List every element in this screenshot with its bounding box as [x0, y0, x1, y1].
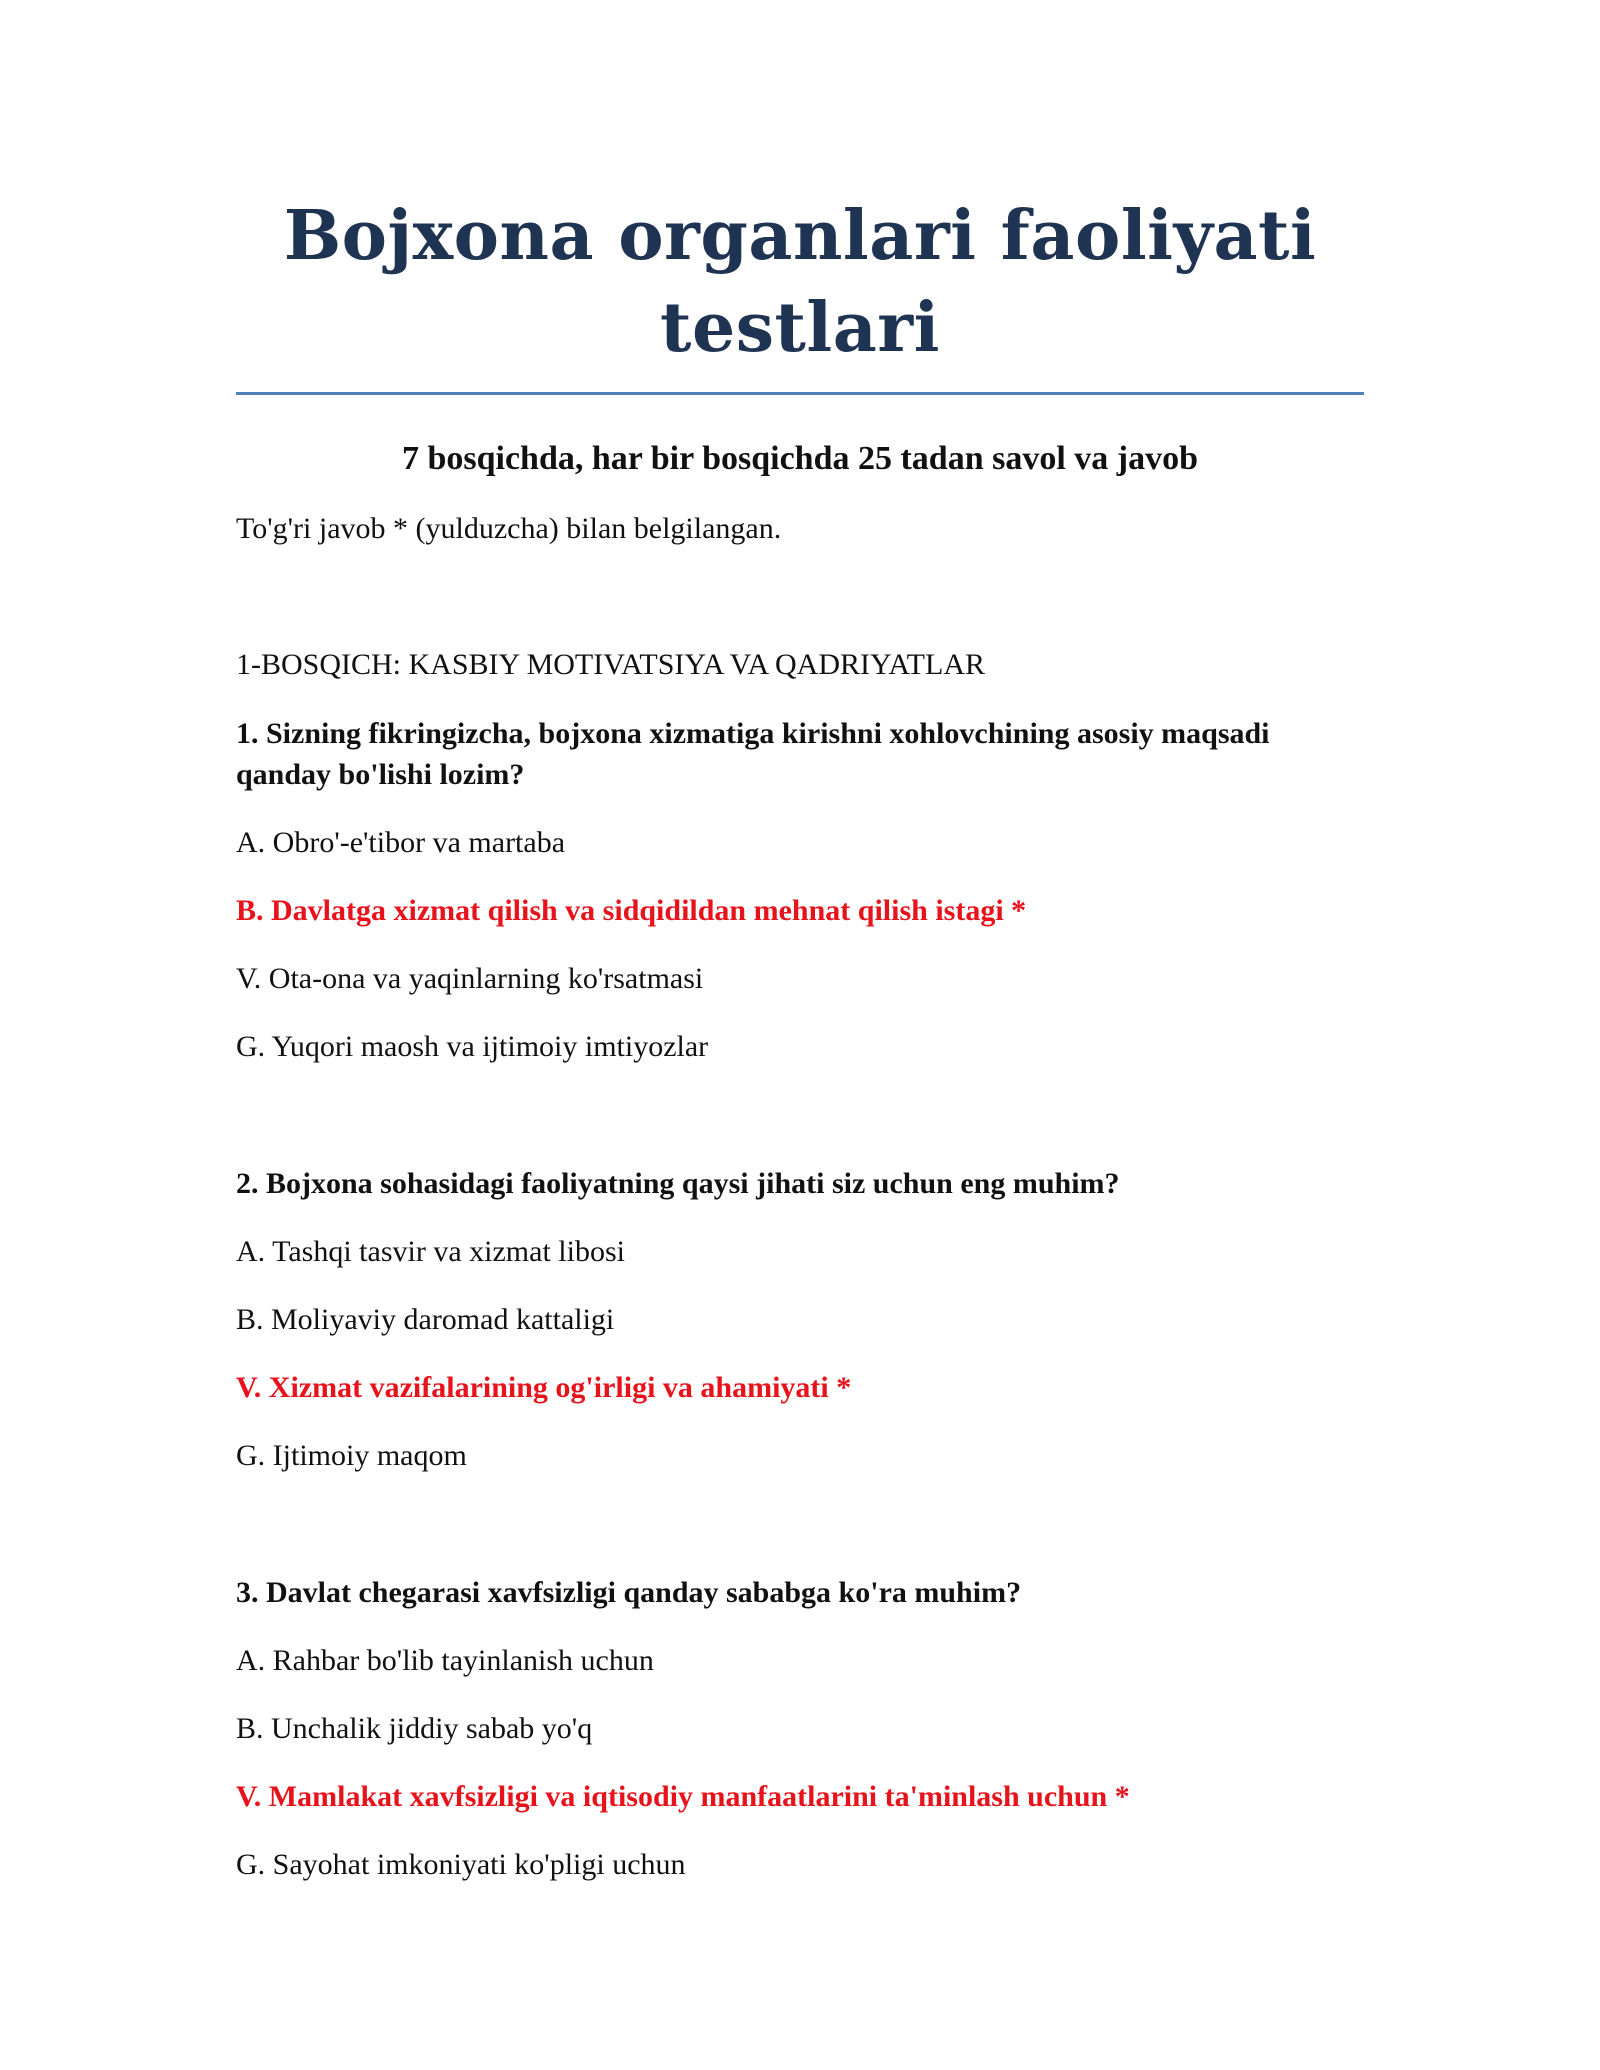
- option-v-correct: V. Mamlakat xavfsizligi va iqtisodiy manfaatlarini ta'minlash uchun *: [236, 1780, 1130, 1813]
- option-a: A. Rahbar bo'lib tayinlanish uchun: [236, 1644, 654, 1677]
- question-2: [236, 1163, 1364, 1476]
- option-g: G. Yuqori maosh va ijtimoiy imtiyozlar: [236, 1030, 709, 1063]
- title-divider: [236, 392, 1364, 395]
- option-v: V. Ota-ona va yaqinlarning ko'rsatmasi: [236, 962, 704, 995]
- option-g: G. Ijtimoiy maqom: [236, 1439, 467, 1472]
- option-g: G. Sayohat imkoniyati ko'pligi uchun: [236, 1848, 686, 1881]
- option-b: B. Moliyaviy daromad kattaligi: [236, 1303, 615, 1336]
- section-title: 1-BOSQICH: KASBIY MOTIVATSIYA VA QADRIYATLAR: [236, 648, 985, 681]
- question-text: 1. Sizning fikringizcha, bojxona xizmatiga kirishni xohlovchining asosiy maqsadi qanday bo'lishi lozim?: [236, 717, 1270, 791]
- question-3: [236, 1572, 1364, 1885]
- document-subtitle: 7 bosqichda, har bir bosqichda 25 tadan savol va javob: [401, 440, 1199, 477]
- document-page: [236, 190, 1364, 1885]
- question-text: 2. Bojxona sohasidagi faoliyatning qaysi jihati siz uchun eng muhim?: [236, 1167, 1120, 1200]
- question-1: [236, 713, 1364, 1067]
- answer-key-note: To'g'ri javob * (yulduzcha) bilan belgilangan.: [236, 512, 782, 545]
- option-a: A. Obro'-e'tibor va martaba: [236, 826, 566, 859]
- question-text: 3. Davlat chegarasi xavfsizligi qanday sababga ko'ra muhim?: [236, 1576, 1022, 1609]
- document-title: Bojxona organlari faoliyati testlari: [283, 196, 1317, 368]
- option-v-correct: V. Xizmat vazifalarining og'irligi va ahamiyati *: [236, 1371, 852, 1404]
- option-b-correct: B. Davlatga xizmat qilish va sidqidildan mehnat qilish istagi *: [236, 894, 1027, 927]
- option-b: B. Unchalik jiddiy sabab yo'q: [236, 1712, 593, 1745]
- option-a: A. Tashqi tasvir va xizmat libosi: [236, 1235, 625, 1268]
